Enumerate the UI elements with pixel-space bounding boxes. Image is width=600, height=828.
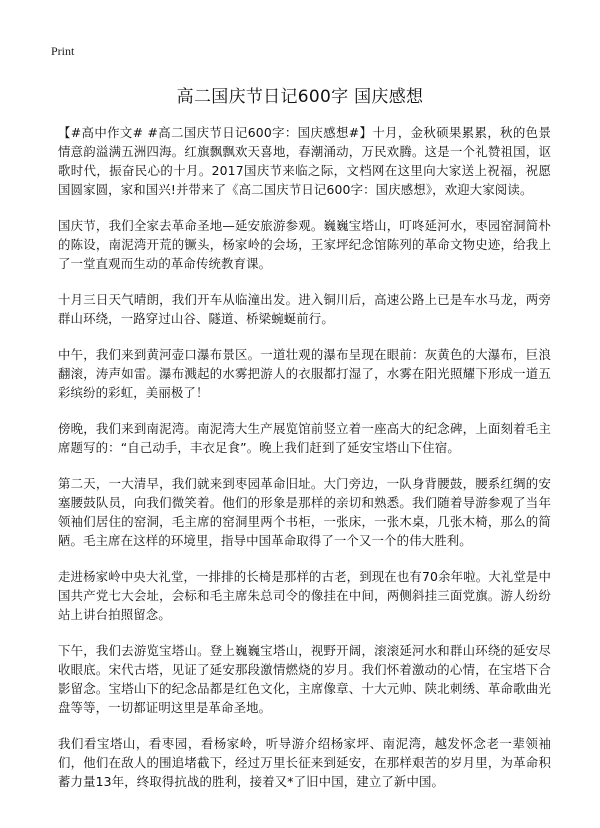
paragraph-yanan-trip: 国庆节，我们全家去革命圣地—延安旅游参观。巍巍宝塔山，叮咚延河水，枣园窑洞简朴的陈设，南泥湾开荒的镢头，杨家岭的会场，王家坪纪念馆陈列的革命文物史迹，给我上了一堂直观而生动的革命传统教育课。 xyxy=(58,218,551,271)
page-title: 高二国庆节日记600字 国庆感想 xyxy=(176,87,424,107)
paragraph-nanniwan: 傍晚，我们来到南泥湾。南泥湾大生产展览馆前竖立着一座高大的纪念碑，上面刻着毛主席题写的：“自己动手，丰衣足食”。晚上我们赶到了延安宝塔山下住宿。 xyxy=(58,421,551,455)
paragraph-yangjialing: 走进杨家岭中央大礼堂，一排排的长椅是那样的古老，到现在也有70余年啦。大礼堂是中国共产党七大会址，会标和毛主席朱总司令的像挂在中间，两侧斜挂三面党旗。游人纷纷站上讲台拍照留念。 xyxy=(58,569,551,622)
print-link[interactable]: Print xyxy=(51,44,75,58)
paragraph-intro: 【#高中作文# #高二国庆节日记600字：国庆感想#】十月，金秋硕果累累，秋的色景情意韵溢满五洲四海。红旗飘飘欢天喜地，春潮涌动，万民欢腾。这是一个礼赞祖国，讴歌时代，振奋民心的十月。2017国庆节来临之际，文档网在这里向大家送上祝福，祝愿国圆家圆，家和国兴!并带来了《高二国庆节日记600字：国庆感想》，欢迎大家阅读。 xyxy=(58,125,551,197)
paragraph-baota-mountain: 下午，我们去游览宝塔山。登上巍巍宝塔山，视野开阔，滚滚延河水和群山环绕的延安尽收眼底。宋代古塔，见证了延安那段激情燃烧的岁月。我们怀着激动的心情，在宝塔下合影留念。宝塔山下的纪念品都是红色文化，主席像章、十大元帅、陕北刺绣、革命歌曲光盘等等，一切都证明这里是革命圣地。 xyxy=(58,643,551,715)
article-body xyxy=(58,123,551,808)
paragraph-conclusion: 我们看宝塔山，看枣园，看杨家岭，听导游介绍杨家坪、南泥湾，越发怀念老一辈领袖们，他们在敌人的围追堵截下，经过万里长征来到延安，在那样艰苦的岁月里，为革命积蓄力量13年，终取得抗战的胜利，接着又*了旧中国，建立了新中国。 xyxy=(58,736,551,789)
paragraph-zaoyuan: 第二天，一大清早，我们就来到枣园革命旧址。大门旁边，一队身背腰鼓，腰系红绸的安塞腰鼓队员，向我们微笑着。他们的形象是那样的亲切和熟悉。我们随着导游参观了当年领袖们居住的窑洞，毛主席的窑洞里两个书柜，一张床，一张木桌，几张木椅，那么的简陋。毛主席在这样的环境里，指导中国革命取得了一个又一个的伟大胜利。 xyxy=(58,476,551,548)
paragraph-hukou-waterfall: 中午，我们来到黄河壶口瀑布景区。一道壮观的瀑布呈现在眼前：灰黄色的大瀑布，巨浪翻滚，涛声如雷。瀑布溅起的水雾把游人的衣服都打湿了，水雾在阳光照耀下形成一道五彩缤纷的彩虹，美丽极了！ xyxy=(58,347,551,400)
paragraph-departure: 十月三日天气晴朗，我们开车从临潼出发。进入铜川后，高速公路上已是车水马龙，两旁群山环绕，一路穿过山谷、隧道、桥梁蜿蜒前行。 xyxy=(58,292,551,326)
